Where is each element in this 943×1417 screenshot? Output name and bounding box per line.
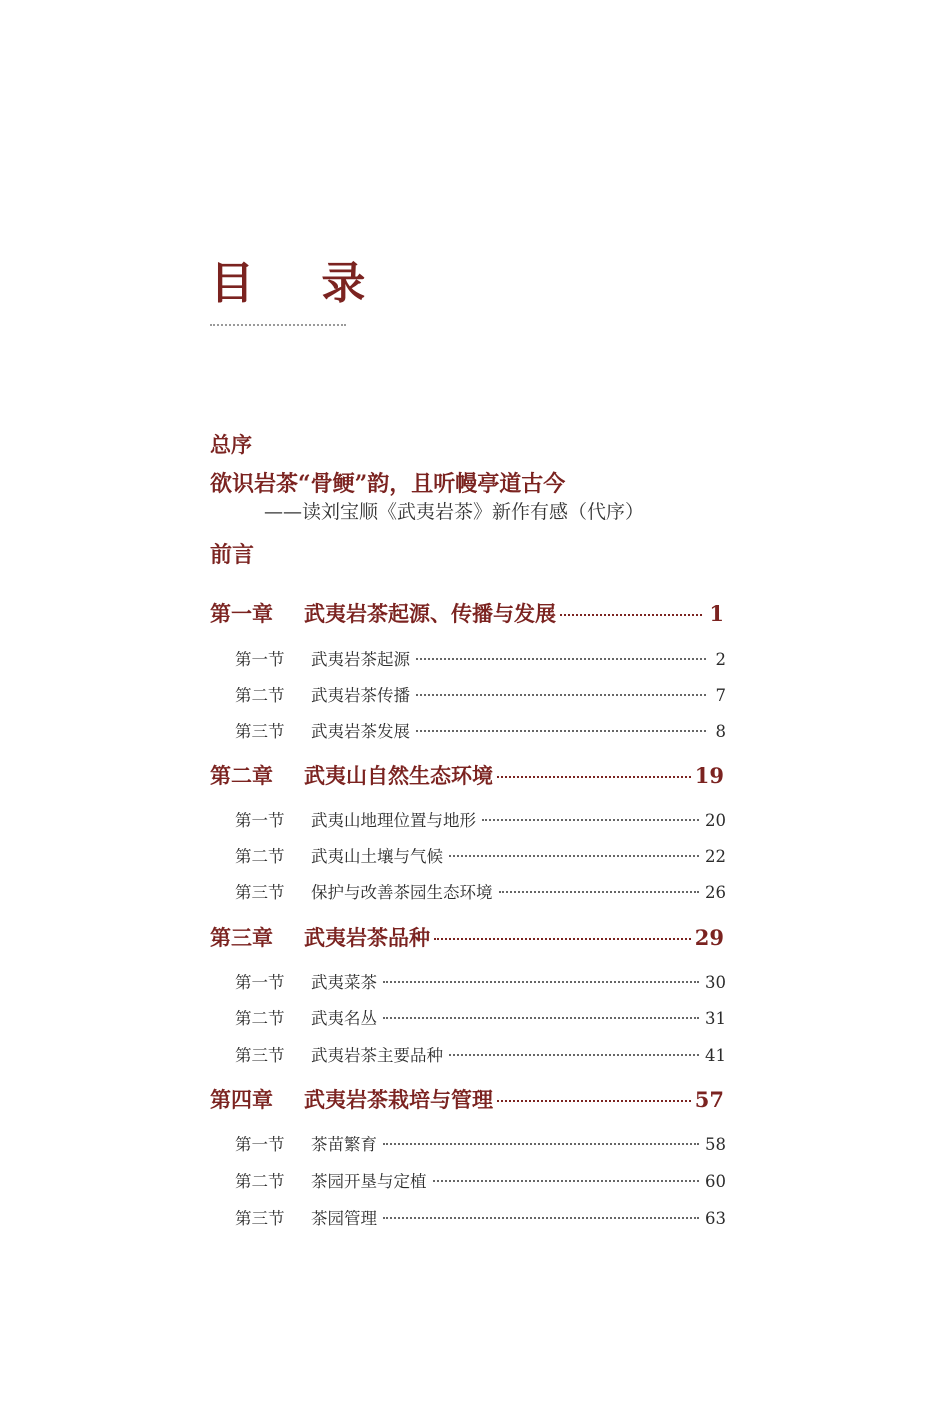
section-number: 第三节 (235, 1046, 285, 1065)
section-number: 第一节 (235, 1135, 285, 1154)
dot-leader (497, 1100, 691, 1102)
section-page-number: 8 (715, 722, 726, 741)
toc-section-4-1[interactable] (235, 1131, 726, 1155)
toc-section-3-2[interactable] (235, 1005, 726, 1029)
section-title: 保护与改善茶园生态环境 (311, 883, 493, 902)
section-page-number: 60 (705, 1172, 726, 1191)
section-number: 第二节 (235, 1172, 285, 1191)
toc-section-2-2[interactable] (235, 843, 726, 867)
chapter-title: 武夷岩茶栽培与管理 (304, 1087, 493, 1112)
section-page-number: 2 (715, 650, 726, 669)
chapter-number: 第三章 (210, 925, 273, 950)
section-number: 第二节 (235, 847, 285, 866)
dot-leader (416, 694, 706, 696)
toc-section-4-2[interactable] (235, 1168, 726, 1192)
toc-section-2-3[interactable] (235, 879, 726, 903)
section-page-number: 58 (705, 1135, 726, 1154)
section-title: 茶苗繁育 (311, 1135, 377, 1154)
chapter-page-number: 29 (694, 925, 724, 950)
section-page-number: 26 (705, 883, 726, 902)
section-number: 第三节 (235, 883, 285, 902)
section-title: 茶园管理 (311, 1209, 377, 1228)
section-title: 武夷岩茶起源 (311, 650, 410, 669)
dot-leader (433, 1180, 700, 1182)
toc-entry-foreword-title[interactable]: 欲识岩茶“骨鲠”韵，且听幔亭道古今 (210, 471, 566, 497)
dot-leader (383, 981, 699, 983)
section-title: 武夷岩茶发展 (311, 722, 410, 741)
section-title: 茶园开垦与定植 (311, 1172, 427, 1191)
toc-section-4-3[interactable] (235, 1205, 726, 1229)
chapter-title: 武夷岩茶品种 (304, 925, 430, 950)
section-page-number: 41 (705, 1046, 726, 1065)
toc-section-1-2[interactable] (235, 682, 726, 706)
section-title: 武夷名丛 (311, 1009, 377, 1028)
toc-section-3-3[interactable] (235, 1042, 726, 1066)
dot-leader (482, 819, 699, 821)
chapter-page-number: 57 (694, 1087, 724, 1112)
dot-leader (449, 855, 699, 857)
section-page-number: 31 (705, 1009, 726, 1028)
section-title: 武夷山地理位置与地形 (311, 811, 476, 830)
section-page-number: 20 (705, 811, 726, 830)
toc-chapter-2[interactable] (210, 760, 724, 790)
section-title: 武夷菜茶 (311, 973, 377, 992)
dot-leader (416, 730, 706, 732)
dot-leader (416, 658, 706, 660)
section-page-number: 30 (705, 973, 726, 992)
section-title: 武夷岩茶主要品种 (311, 1046, 443, 1065)
chapter-page-number: 19 (694, 763, 724, 788)
toc-section-3-1[interactable] (235, 969, 726, 993)
title-divider (210, 324, 346, 326)
dot-leader (383, 1017, 699, 1019)
page-title: 目 录 (210, 258, 392, 309)
toc-section-1-3[interactable] (235, 718, 726, 742)
chapter-number: 第二章 (210, 763, 273, 788)
section-number: 第二节 (235, 686, 285, 705)
section-number: 第一节 (235, 650, 285, 669)
toc-chapter-1[interactable] (210, 598, 724, 628)
chapter-page-number: 1 (709, 601, 724, 626)
section-title: 武夷山土壤与气候 (311, 847, 443, 866)
section-title: 武夷岩茶传播 (311, 686, 410, 705)
toc-chapter-3[interactable] (210, 922, 724, 952)
section-number: 第一节 (235, 811, 285, 830)
section-page-number: 7 (715, 686, 726, 705)
dot-leader (499, 891, 700, 893)
dot-leader (560, 614, 702, 616)
toc-entry-general-preface[interactable]: 总序 (210, 432, 252, 457)
section-page-number: 63 (705, 1209, 726, 1228)
toc-chapter-4[interactable] (210, 1084, 724, 1114)
toc-entry-foreword-subtitle: ——读刘宝顺《武夷岩茶》新作有感（代序） (264, 501, 645, 523)
section-page-number: 22 (705, 847, 726, 866)
dot-leader (497, 776, 691, 778)
section-number: 第三节 (235, 1209, 285, 1228)
toc-section-1-1[interactable] (235, 646, 726, 670)
toc-entry-introduction[interactable]: 前言 (210, 542, 255, 568)
dot-leader (434, 938, 691, 940)
section-number: 第一节 (235, 973, 285, 992)
section-number: 第二节 (235, 1009, 285, 1028)
chapter-title: 武夷岩茶起源、传播与发展 (304, 601, 556, 626)
dot-leader (383, 1143, 699, 1145)
section-number: 第三节 (235, 722, 285, 741)
chapter-title: 武夷山自然生态环境 (304, 763, 493, 788)
dot-leader (449, 1054, 699, 1056)
chapter-number: 第四章 (210, 1087, 273, 1112)
toc-section-2-1[interactable] (235, 807, 726, 831)
dot-leader (383, 1217, 699, 1219)
chapter-number: 第一章 (210, 601, 273, 626)
